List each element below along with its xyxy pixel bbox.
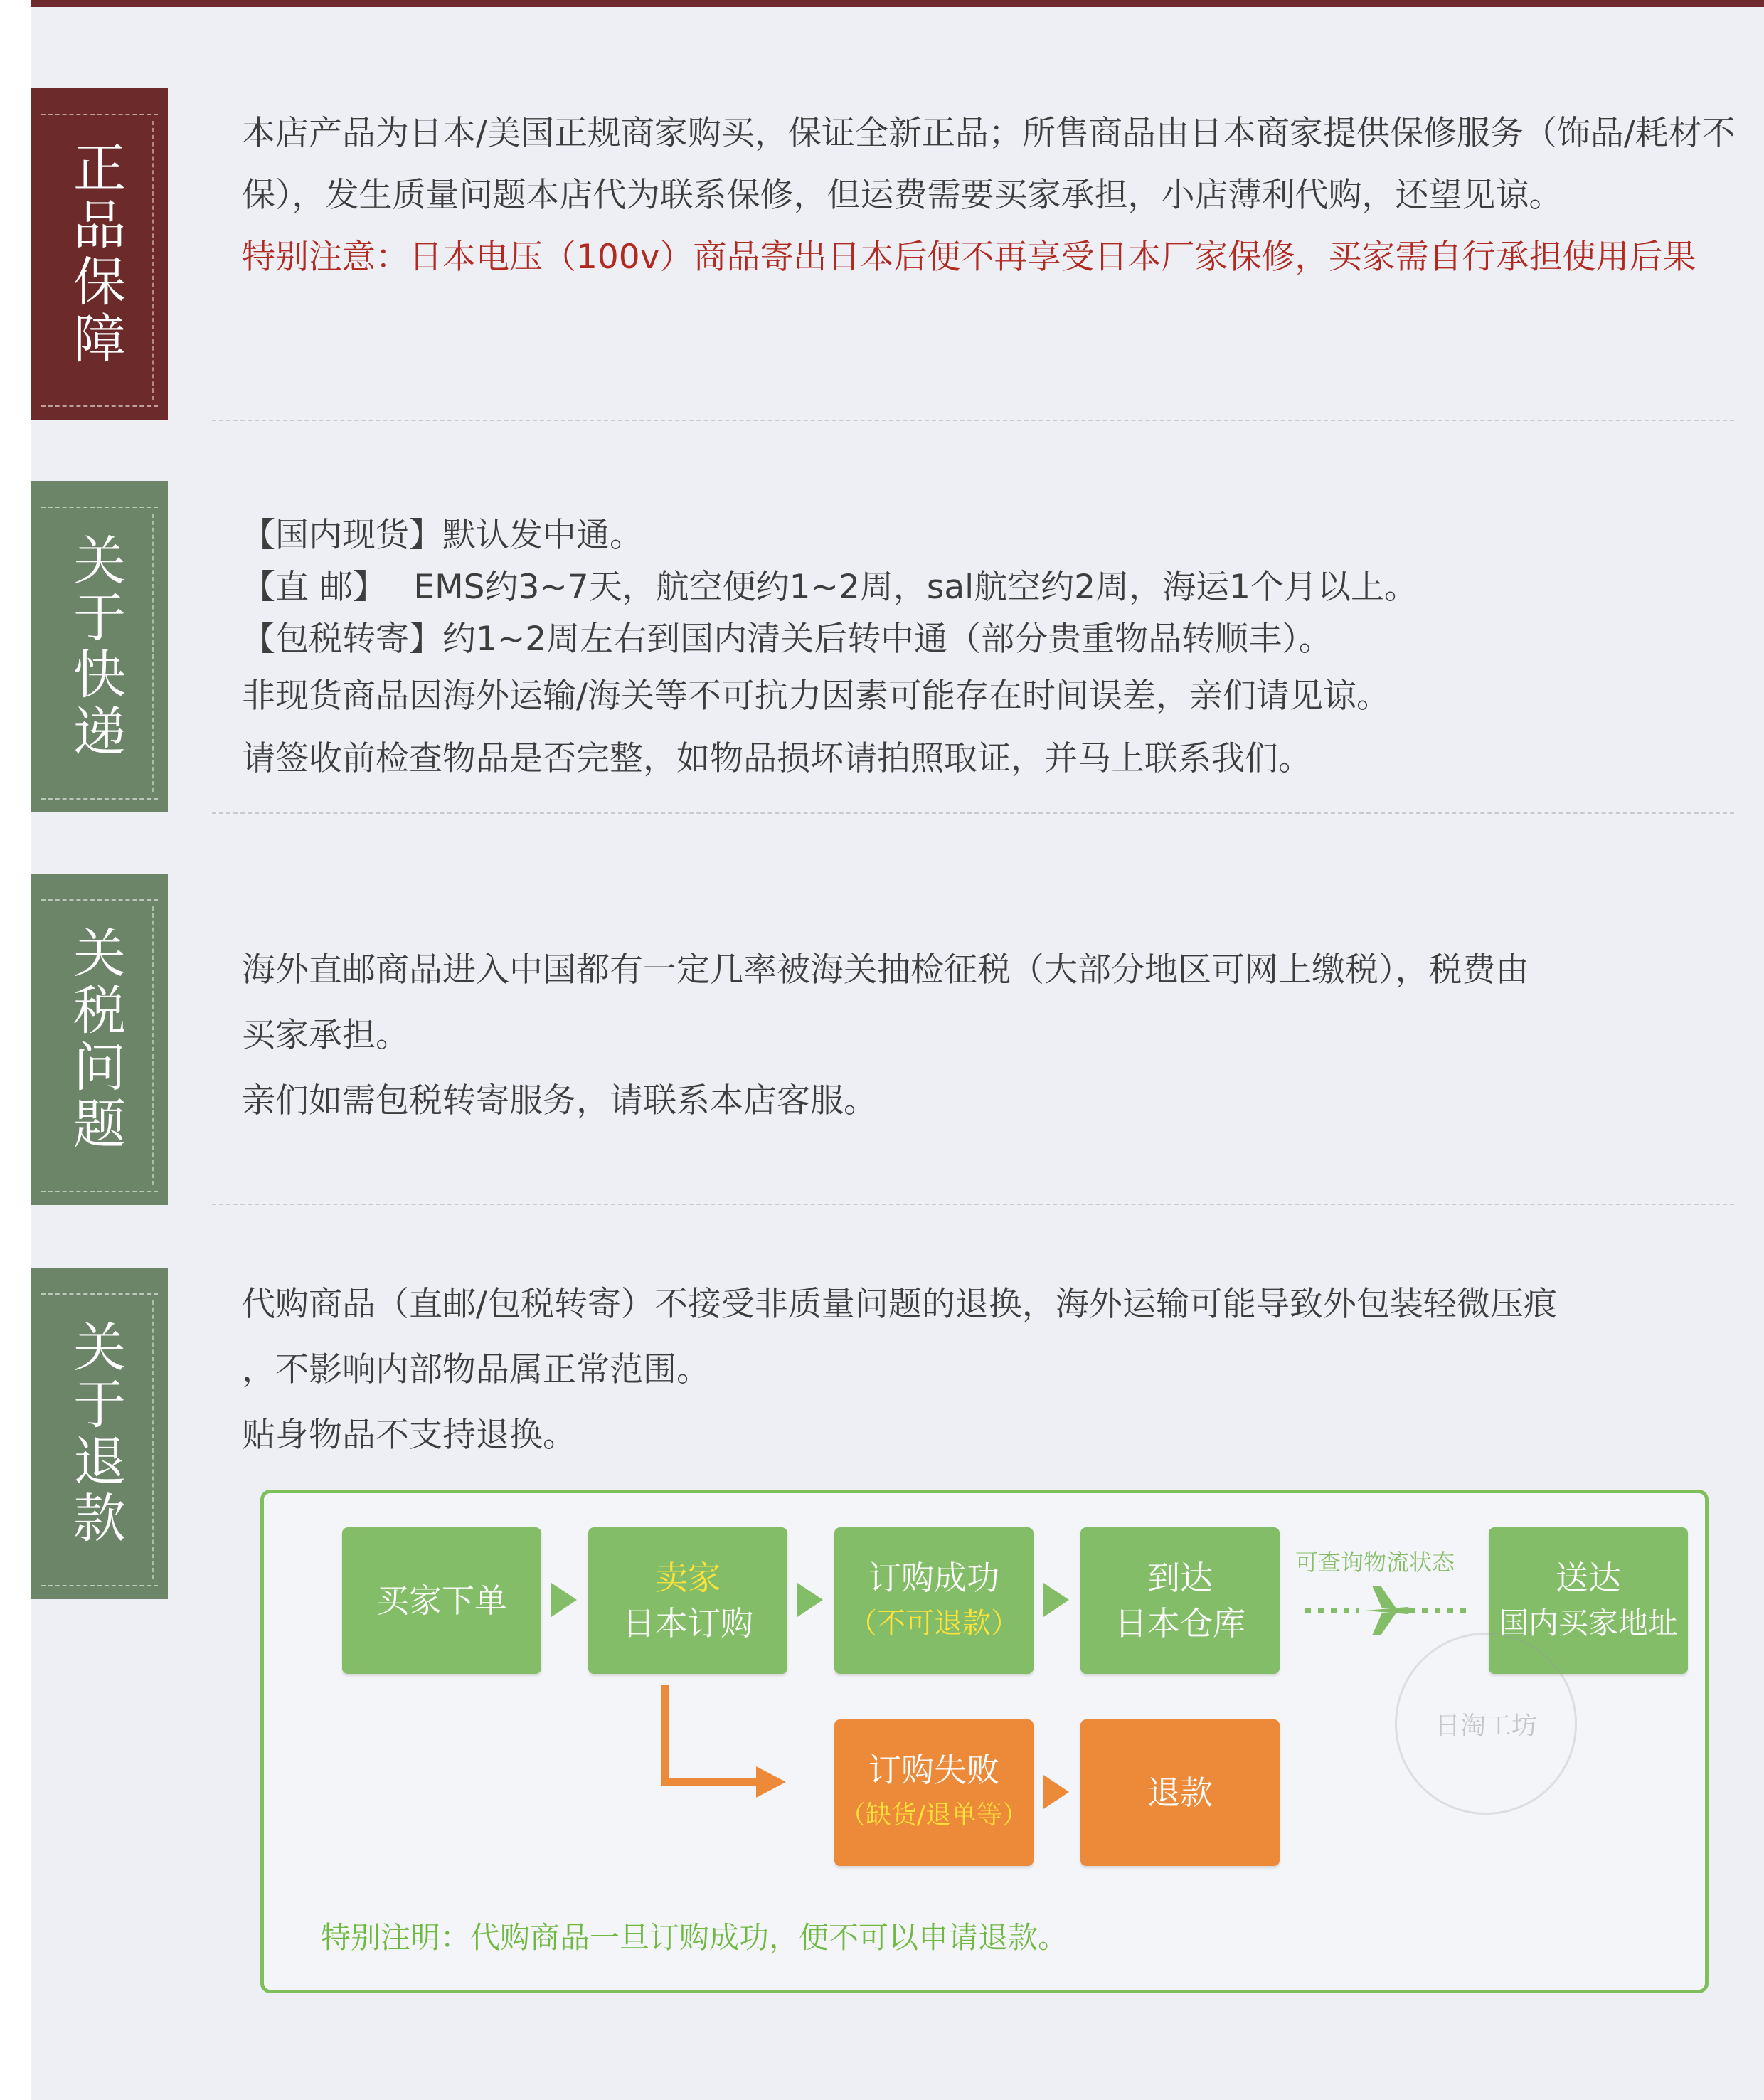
flow-arrow [1043,1775,1069,1809]
refund-line: 贴身物品不支持退换。 [242,1416,576,1455]
tax-line: 买家承担。 [242,1016,409,1055]
flow-refund: 退款 [1080,1719,1280,1866]
shipping-line: 【包税转寄】约1~2周左右到国内清关后转中通（部分贵重物品转顺丰）。 [242,620,1332,659]
tag-authentic-label: 正品保障 [73,138,126,370]
tag-refund [31,1268,168,1599]
order-flow-chart [260,1490,1709,1993]
tax-text [242,938,1750,1134]
flow-order-failed: 订购失败 （缺货/退单等） [834,1719,1034,1866]
flow-seller-order: 卖家 日本订购 [588,1527,787,1674]
separator [212,420,1734,421]
tax-line: 海外直邮商品进入中国都有一定几率被海关抽检征税（大部分地区可网上缴税），税费由 [242,950,1529,990]
flow-order-success: 订购成功 （不可退款） [834,1527,1034,1674]
fail-branch-arrow [661,1685,789,1813]
flow-arrow [1043,1583,1069,1617]
refund-text [242,1272,1764,1468]
airplane-icon [1302,1579,1473,1643]
shipping-line: 【国内现货】默认发中通。 [242,516,643,555]
watermark-stamp: 日淘工坊 [1395,1633,1577,1815]
tag-refund-label: 关于退款 [73,1317,126,1549]
tag-authentic [31,88,168,420]
shipping-line: 非现货商品因海外运输/海关等不可抗力因素可能存在时间误差，亲们请见谅。 [242,677,1390,716]
tag-tax [31,874,168,1205]
tag-shipping-label: 关于快递 [73,531,126,763]
authentic-text [242,102,1743,288]
flow-arrow [797,1583,823,1617]
tag-shipping [31,481,168,812]
separator [212,1204,1734,1205]
flow-arrive-warehouse: 到达 日本仓库 [1080,1527,1280,1674]
tax-line: 亲们如需包税转寄服务，请联系本店客服。 [242,1081,877,1120]
flow-deliver-address: 送达 国内买家地址 [1489,1527,1688,1674]
refund-line: 代购商品（直邮/包税转寄）不接受非质量问题的退换，海外运输可能导致外包装轻微压痕 [242,1285,1557,1324]
flow-buyer-order: 买家下单 [342,1527,541,1674]
separator [212,812,1734,814]
refund-line: ，不影响内部物品属正常范围。 [242,1350,710,1389]
flow-note: 特别注明：代购商品一旦订购成功，便不可以申请退款。 [321,1920,1068,1955]
shipping-line: 【直 邮】 EMS约3~7天，航空便约1~2周，sal航空约2周，海运1个月以上。 [242,568,1418,607]
tag-tax-label: 关税问题 [73,923,126,1155]
flow-arrow [551,1583,577,1617]
authentic-warning: 特别注意：日本电压（100v）商品寄出日本后便不再享受日本厂家保修，买家需自行承担使用后果 [242,238,1696,277]
authentic-paragraph: 本店产品为日本/美国正规商家购买，保证全新正品；所售商品由日本商家提供保修服务（饰品/耗材不保），发生质量问题本店代为联系保修，但运费需要买家承担，小店薄利代购，还望见谅。 [242,114,1736,215]
policy-panel [31,0,1764,2100]
shipping-line: 请签收前检查物品是否完整，如物品损坏请拍照取证，并马上联系我们。 [242,739,1312,778]
shipping-text [242,509,1743,790]
flow-track-label: 可查询物流状态 [1295,1549,1455,1576]
